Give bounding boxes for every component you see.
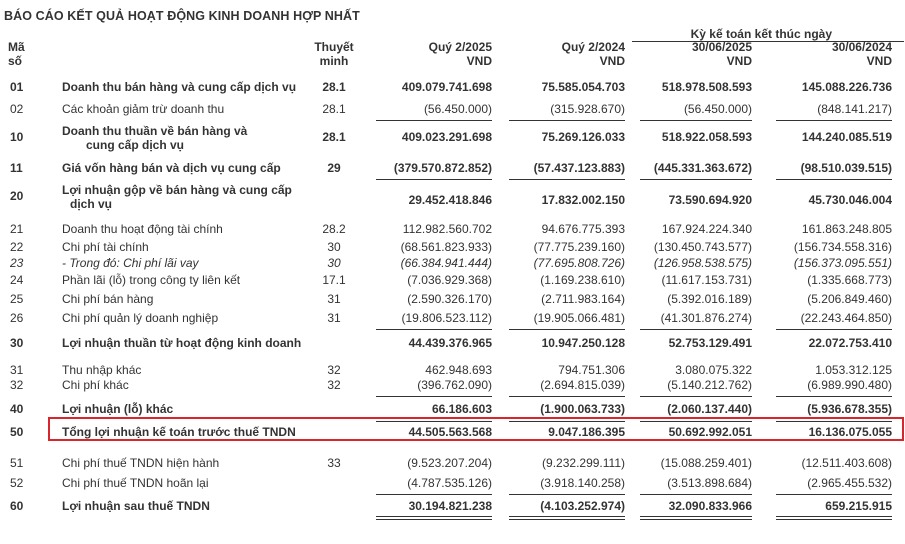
row-note: 17.1 (322, 273, 346, 287)
row-code: 22 (10, 240, 24, 254)
row-value-ytd-2024: (12.511.403.608) (801, 456, 892, 470)
col3-header-unit: VND (726, 54, 752, 68)
row-value-q2-2024: 17.832.002.150 (541, 193, 625, 207)
row-value-ytd-2025: (15.088.259.401) (660, 456, 752, 470)
row-note: 28.1 (322, 102, 346, 116)
row-value-q2-2024: (2.694.815.039) (540, 378, 625, 392)
col2-header-unit: VND (599, 54, 625, 68)
total-double-rule-col2 (509, 519, 625, 520)
total-rule-col4 (776, 516, 892, 517)
row-value-ytd-2025: 32.090.833.966 (668, 499, 752, 513)
row-value-q2-2024: (1.900.063.733) (540, 402, 625, 416)
subtotal-rule-col3 (640, 421, 752, 422)
row-code: 10 (10, 130, 24, 144)
subtotal-rule-col3 (640, 329, 752, 330)
subtotal-rule-col3 (640, 396, 752, 397)
row-value-ytd-2025: 3.080.075.322 (675, 363, 752, 377)
code-header (8, 40, 38, 68)
row-value-ytd-2025: (445.331.363.672) (653, 161, 752, 175)
row-value-ytd-2025: (41.301.876.274) (660, 311, 752, 325)
row-value-ytd-2025: (11.617.153.731) (661, 273, 752, 287)
row-name: Chi phí khác (62, 378, 129, 392)
row-name: Chi phí thuế TNDN hiện hành (62, 456, 220, 470)
row-code: 24 (10, 273, 24, 287)
row-value-q2-2025: (4.787.535.126) (407, 476, 492, 490)
row-value-ytd-2024: (156.734.558.316) (793, 240, 892, 254)
row-value-q2-2024: (315.928.670) (550, 102, 625, 116)
subtotal-rule-col1 (376, 396, 492, 397)
row-value-ytd-2025: 52.753.129.491 (668, 336, 752, 350)
subtotal-rule-col2 (509, 396, 625, 397)
subtotal-rule-col2 (509, 494, 625, 495)
row-value-q2-2025: 44.439.376.965 (408, 336, 492, 350)
total-double-rule-col1 (376, 519, 492, 520)
total-rule-col2 (509, 516, 625, 517)
row-name: Doanh thu bán hàng và cung cấp dịch vụ (62, 80, 297, 94)
row-name: Doanh thu hoạt động tài chính (62, 222, 223, 236)
row-value-q2-2024: (19.905.066.481) (533, 311, 625, 325)
row-value-ytd-2025: (130.450.743.577) (653, 240, 752, 254)
row-code: 20 (10, 189, 24, 203)
row-code: 11 (10, 161, 23, 175)
subtotal-rule-col2 (509, 421, 625, 422)
row-value-ytd-2025: 50.692.992.051 (668, 425, 752, 439)
row-name: Thu nhập khác (62, 363, 142, 377)
row-value-q2-2025: (396.762.090) (417, 378, 492, 392)
row-note: 32 (327, 363, 341, 377)
row-code: 30 (10, 336, 24, 350)
row-value-q2-2025: 29.452.418.846 (408, 193, 492, 207)
col2-header-period: Quý 2/2024 (561, 40, 625, 54)
row-name: Các khoản giảm trừ doanh thu (62, 102, 225, 116)
row-value-q2-2025: (56.450.000) (423, 102, 492, 116)
total-rule-col3 (640, 516, 752, 517)
row-code: 21 (10, 222, 24, 236)
row-code: 23 (10, 256, 24, 270)
row-value-q2-2025: (66.384.941.444) (400, 256, 492, 270)
row-value-ytd-2025: (126.958.538.575) (653, 256, 752, 270)
row-value-ytd-2024: (156.373.095.551) (793, 256, 892, 270)
row-note: 32 (327, 378, 341, 392)
row-value-q2-2025: 66.186.603 (431, 402, 492, 416)
row-value-ytd-2025: 518.978.508.593 (661, 80, 752, 94)
row-value-ytd-2024: (5.206.849.460) (807, 292, 892, 306)
row-value-q2-2024: 10.947.250.128 (541, 336, 625, 350)
row-code: 25 (10, 292, 24, 306)
row-value-q2-2025: 30.194.821.238 (408, 499, 492, 513)
row-value-q2-2024: (77.775.239.160) (533, 240, 625, 254)
row-value-q2-2025: (7.036.929.368) (407, 273, 492, 287)
subtotal-rule-col1 (376, 329, 492, 330)
total-rule-col1 (376, 516, 492, 517)
row-value-q2-2025: 44.505.563.568 (408, 425, 492, 439)
row-name: Tổng lợi nhuận kế toán trước thuế TNDN (62, 425, 296, 439)
row-value-ytd-2024: 161.863.248.805 (801, 222, 892, 236)
row-value-ytd-2024: 144.240.085.519 (801, 130, 892, 144)
row-value-ytd-2024: 145.088.226.736 (801, 80, 892, 94)
report-title: BÁO CÁO KẾT QUẢ HOẠT ĐỘNG KINH DOANH HỢP NHẤT (4, 9, 360, 23)
row-value-q2-2024: 94.676.775.393 (541, 222, 625, 236)
row-value-ytd-2024: 45.730.046.004 (808, 193, 892, 207)
row-name: Lợi nhuận gộp về bán hàng và cung cấp (62, 183, 292, 197)
row-value-ytd-2024: 22.072.753.410 (808, 336, 892, 350)
row-value-ytd-2024: (848.141.217) (817, 102, 892, 116)
note-header-line2: minh (319, 54, 349, 68)
row-name: Chi phí bán hàng (62, 292, 154, 306)
row-note: 28.2 (322, 222, 346, 236)
row-value-ytd-2025: (56.450.000) (683, 102, 752, 116)
row-name: Chi phí tài chính (62, 240, 149, 254)
subtotal-rule-col2 (509, 120, 625, 121)
row-name: Giá vốn hàng bán và dịch vụ cung cấp (62, 161, 281, 175)
row-value-ytd-2025: (2.060.137.440) (667, 402, 752, 416)
row-code: 52 (10, 476, 24, 490)
subtotal-rule-col1 (376, 179, 492, 180)
row-value-ytd-2024: 659.215.915 (825, 499, 892, 513)
col1-header (376, 40, 492, 68)
row-note: 31 (327, 292, 341, 306)
row-name: Lợi nhuận thuần từ hoạt động kinh doanh (62, 336, 302, 350)
col1-header-period: Quý 2/2025 (428, 40, 492, 54)
row-value-q2-2024: (9.232.299.111) (542, 456, 625, 470)
period-group-header: Kỳ kế toán kết thúc ngày (690, 27, 832, 41)
row-value-q2-2024: (3.918.140.258) (540, 476, 625, 490)
row-name-continued: cung cấp dịch vụ (86, 138, 185, 152)
subtotal-rule-col4 (776, 329, 892, 330)
row-value-ytd-2024: 1.053.312.125 (815, 363, 892, 377)
subtotal-rule-col2 (509, 179, 625, 180)
row-value-ytd-2024: (6.989.990.480) (807, 378, 892, 392)
row-code: 32 (10, 378, 24, 392)
row-value-ytd-2025: (5.392.016.189) (667, 292, 752, 306)
subtotal-rule-col3 (640, 179, 752, 180)
row-name: Chi phí thuế TNDN hoãn lại (62, 476, 209, 490)
subtotal-rule-col2 (509, 329, 625, 330)
row-value-q2-2025: (9.523.207.204) (407, 456, 492, 470)
row-value-q2-2024: 75.269.126.033 (541, 130, 625, 144)
row-code: 60 (10, 499, 24, 513)
code-header-line1: Mã (8, 40, 25, 54)
row-name: - Trong đó: Chi phí lãi vay (62, 256, 199, 270)
subtotal-rule-col3 (640, 120, 752, 121)
row-note: 30 (327, 256, 341, 270)
subtotal-rule-col4 (776, 179, 892, 180)
row-value-q2-2024: (77.695.808.726) (533, 256, 625, 270)
row-value-ytd-2025: (3.513.898.684) (667, 476, 752, 490)
row-name: Chi phí quản lý doanh nghiệp (62, 311, 219, 325)
row-value-q2-2025: (379.570.872.852) (393, 161, 492, 175)
total-double-rule-col3 (640, 519, 752, 520)
row-name: Lợi nhuận (lỗ) khác (62, 402, 174, 416)
row-value-ytd-2024: (2.965.455.532) (807, 476, 892, 490)
row-value-ytd-2025: (5.140.212.762) (667, 378, 752, 392)
row-value-ytd-2024: (1.335.668.773) (807, 273, 892, 287)
subtotal-rule-col4 (776, 494, 892, 495)
code-header-line2: số (8, 54, 23, 68)
row-value-q2-2024: (4.103.252.974) (540, 499, 625, 513)
subtotal-rule-col4 (776, 396, 892, 397)
row-code: 51 (10, 456, 24, 470)
row-value-q2-2025: (2.590.326.170) (407, 292, 492, 306)
row-note: 29 (327, 161, 341, 175)
row-value-ytd-2025: 167.924.224.340 (661, 222, 752, 236)
row-note: 28.1 (322, 80, 346, 94)
row-value-q2-2024: 75.585.054.703 (541, 80, 625, 94)
row-note: 31 (327, 311, 341, 325)
row-name: Phần lãi (lỗ) trong công ty liên kết (62, 273, 241, 287)
row-value-q2-2025: (68.561.823.933) (400, 240, 492, 254)
col4-header-unit: VND (866, 54, 892, 68)
subtotal-rule-col1 (376, 120, 492, 121)
row-value-ytd-2024: (98.510.039.515) (800, 161, 892, 175)
row-value-q2-2024: (2.711.983.164) (541, 292, 625, 306)
row-value-q2-2024: 794.751.306 (558, 363, 625, 377)
note-header-line1: Thuyết (314, 40, 354, 54)
row-note: 30 (327, 240, 341, 254)
row-code: 31 (10, 363, 24, 377)
col3-header-date: 30/06/2025 (691, 40, 752, 54)
row-code: 26 (10, 311, 24, 325)
subtotal-rule-col1 (376, 494, 492, 495)
col3-header (640, 40, 752, 68)
row-value-q2-2024: (1.169.238.610) (540, 273, 625, 287)
col4-header-date: 30/06/2024 (831, 40, 892, 54)
subtotal-rule-col1 (376, 421, 492, 422)
row-value-ytd-2024: (5.936.678.355) (807, 402, 892, 416)
row-code: 01 (10, 80, 24, 94)
subtotal-rule-col4 (776, 120, 892, 121)
note-header (304, 40, 364, 68)
row-value-ytd-2024: 16.136.075.055 (808, 425, 892, 439)
col4-header (770, 40, 892, 68)
row-value-ytd-2024: (22.243.464.850) (800, 311, 892, 325)
row-note: 28.1 (322, 130, 346, 144)
row-value-q2-2024: (57.437.123.883) (533, 161, 625, 175)
row-value-ytd-2025: 518.922.058.593 (661, 130, 752, 144)
subtotal-rule-col3 (640, 494, 752, 495)
row-name: Doanh thu thuần về bán hàng và (62, 124, 248, 138)
col2-header (505, 40, 625, 68)
row-value-ytd-2025: 73.590.694.920 (668, 193, 752, 207)
row-note: 33 (327, 456, 341, 470)
col1-header-unit: VND (466, 54, 492, 68)
row-value-q2-2024: 9.047.186.395 (548, 425, 625, 439)
subtotal-rule-col4 (776, 421, 892, 422)
row-name: Lợi nhuận sau thuế TNDN (62, 499, 210, 513)
total-double-rule-col4 (776, 519, 892, 520)
row-name-continued: dịch vụ (70, 197, 113, 211)
row-value-q2-2025: 462.948.693 (425, 363, 492, 377)
row-value-q2-2025: 409.023.291.698 (401, 130, 492, 144)
row-value-q2-2025: (19.806.523.112) (401, 311, 492, 325)
row-code: 02 (10, 102, 24, 116)
row-code: 50 (10, 425, 24, 439)
row-code: 40 (10, 402, 24, 416)
row-value-q2-2025: 112.982.560.702 (402, 222, 492, 236)
row-value-q2-2025: 409.079.741.698 (401, 80, 492, 94)
